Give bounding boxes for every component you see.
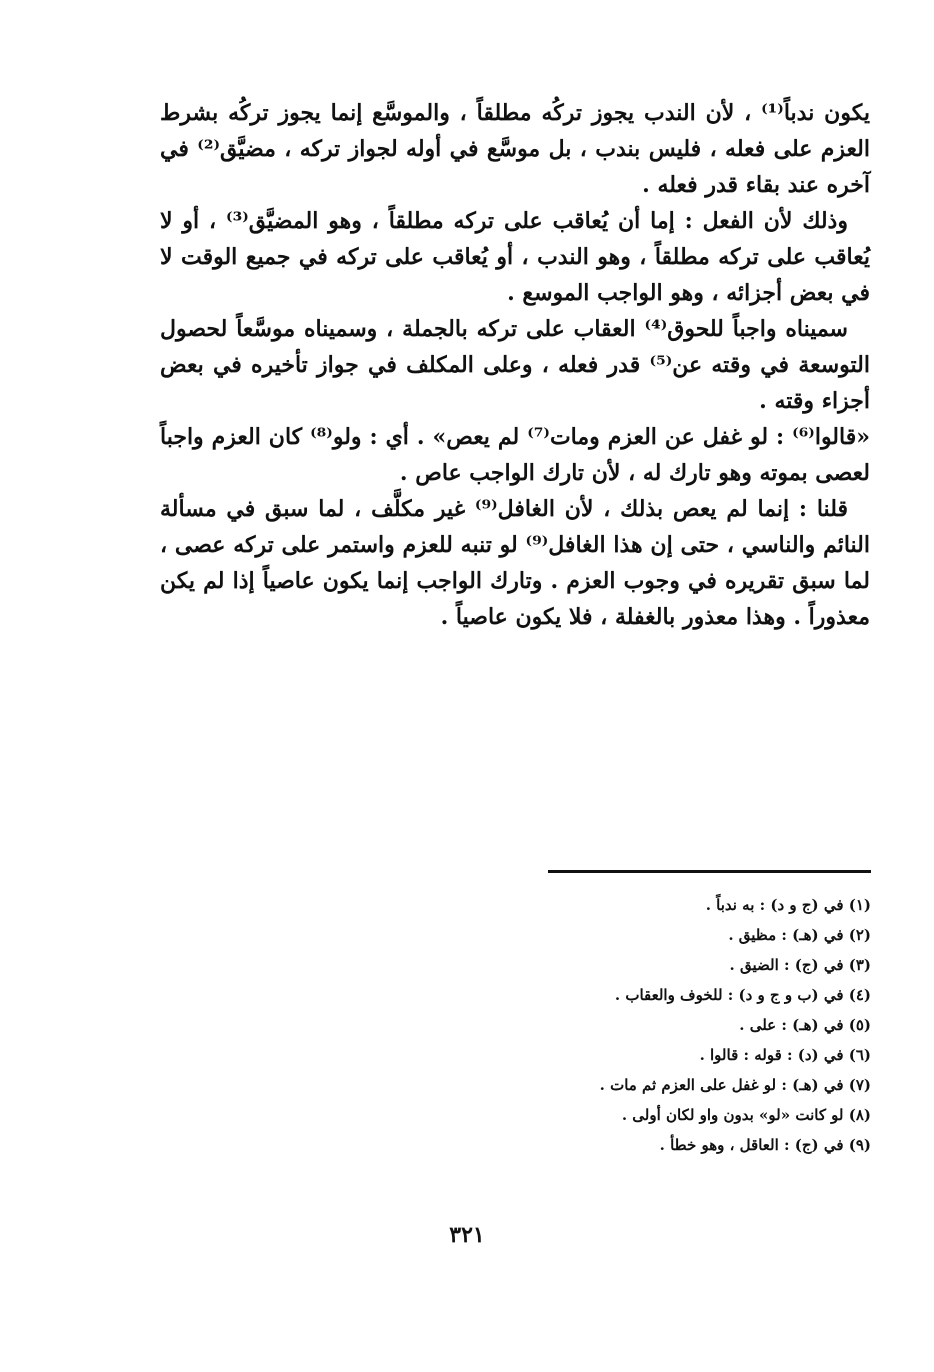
- footnote-4: (٤) في (ب و ج و د) : للخوف والعقاب .: [614, 986, 871, 1004]
- page-number: ٣٢١: [449, 1222, 485, 1248]
- paragraph-3: سميناه واجباً للحوق⁽⁴⁾ العقاب على تركه بالجملة ، وسميناه موسَّعاً لحصول التوسعة في وقته عن⁽⁵⁾ قدر فعله ، وعلى المكلف في جواز تأخيره في بعض أجزاء وقته .: [160, 316, 870, 414]
- paragraph-2: وذلك لأن الفعل : إما أن يُعاقب على تركه مطلقاً ، وهو المضيَّق⁽³⁾ ، أو لا يُعاقب على تركه مطلقاً ، وهو الندب ، أو يُعاقب على تركه في جميع الوقت لا في بعض أجزائه ، وهو الواجب الموسع .: [160, 208, 870, 306]
- footnote-3: (٣) في (ج) : الضيق .: [729, 956, 871, 974]
- paragraph-5: قلنا : إنما لم يعص بذلك ، لأن الغافل⁽⁹⁾ غير مكلَّف ، لما سبق في مسألة النائم والناسي ، حتى إن هذا الغافل⁽⁹⁾ لو تنبه للعزم واستمر على تركه عصى ، لما سبق تقريره في وجوب العزم . وتارك الواجب إنما يكون عاصياً إذا لم يكن معذوراً . وهذا معذور بالغفلة ، فلا يكون عاصياً .: [160, 496, 870, 630]
- footnote-7: (٧) في (هـ) : لو غفل على العزم ثم مات .: [599, 1076, 871, 1094]
- footnote-separator: [548, 870, 871, 873]
- footnote-1: (١) في (ج و د) : به ندباً .: [705, 896, 871, 914]
- footnote-8: (٨) لو كانت «لو» بدون واو لكان أولى .: [621, 1106, 871, 1124]
- footnote-5: (٥) في (هـ) : على .: [739, 1016, 871, 1034]
- footnote-6: (٦) في (د) : قوله : قالوا .: [699, 1046, 871, 1064]
- footnotes: [420, 890, 871, 1160]
- footnote-2: (٢) في (هـ) : مظيق .: [728, 926, 871, 944]
- paragraph-1: يكون ندباً⁽¹⁾ ، لأن الندب يجوز تركُه مطلقاً ، والموسَّع إنما يجوز تركُه بشرط العزم على فعله ، فليس بندب ، بل موسَّع في أوله لجواز تركه ، مضيَّق⁽²⁾ في آخره عند بقاء قدر فعله .: [160, 100, 870, 198]
- paragraph-4: «قالوا⁽⁶⁾ : لو غفل عن العزم ومات⁽⁷⁾ لم يعص» . أي : ولو⁽⁸⁾ كان العزم واجباً لعصى بموته وهو تارك له ، لأن تارك الواجب عاص .: [160, 424, 870, 486]
- main-text-body: [160, 95, 870, 635]
- footnote-9: (٩) في (ج) : العاقل ، وهو خطأ .: [659, 1136, 871, 1154]
